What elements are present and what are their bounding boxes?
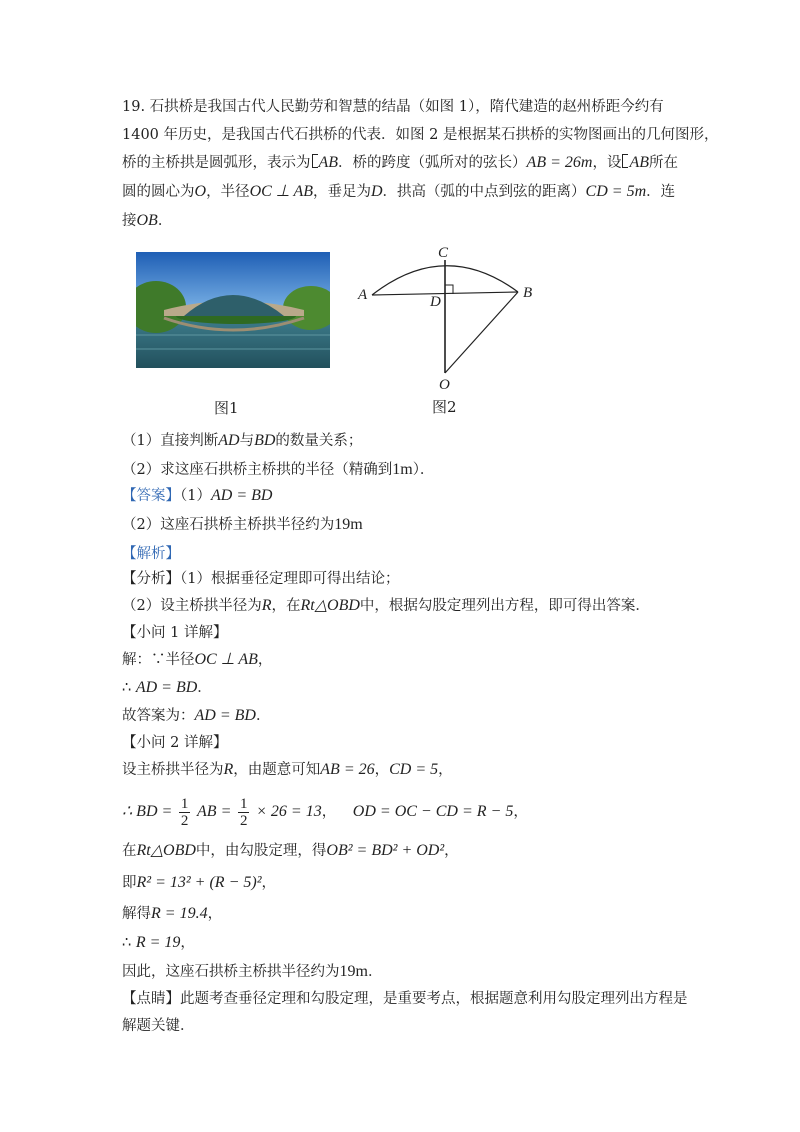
question-1: （1）直接判断AD与BD的数量关系；: [122, 432, 363, 449]
arc-symbol: [622, 154, 628, 168]
answer-line-2: （2）这座石拱桥主桥拱半径约为19m: [122, 516, 363, 533]
label-o: O: [439, 377, 450, 390]
solution-2-line-3: 在Rt△OBD中，由勾股定理，得OB² = BD² + OD²，: [122, 842, 459, 859]
fraction-half: $\frac{1}{2}$: [180, 795, 189, 829]
key-point-line-1: 【点睛】此题考查垂径定理和勾股定理，是重要考点，根据题意利用勾股定理列出方程是: [122, 991, 688, 1007]
answer-tag: 【答案】: [122, 488, 180, 504]
problem-line-1: 19. 石拱桥是我国古代人民勤劳和智慧的结晶（如图 1），隋代建造的赵州桥距今约有: [122, 99, 664, 115]
figure-2-caption: 图2: [432, 398, 457, 416]
subquestion-2-heading: 【小问 2 详解】: [122, 735, 228, 751]
analysis-line-2: （2）设主桥拱半径为R，在Rt△OBD中，根据勾股定理列出方程，即可得出答案．: [122, 597, 650, 614]
problem-line-4: 圆的圆心为O，半径OC ⊥ AB，垂足为D．拱高（弧的中点到弦的距离）CD = 5m．连: [122, 183, 676, 200]
solution-2-line-1: 设主桥拱半径为R，由题意可知AB = 26，CD = 5，: [122, 761, 453, 778]
bridge-photo: [136, 252, 330, 368]
figure-1-caption: 图1: [214, 399, 239, 417]
label-a: A: [358, 287, 368, 303]
radius-ob: [445, 292, 518, 373]
solution-1-line-2: ∴ AD = BD．: [122, 679, 212, 696]
label-d: D: [430, 294, 441, 310]
problem-line-5: 接OB．: [122, 212, 173, 229]
solution-2-line-7: 因此，这座石拱桥主桥拱半径约为19m．: [122, 963, 383, 980]
solution-2-line-6: ∴ R = 19，: [122, 934, 195, 951]
solution-2-line-5: 解得R = 19.4，: [122, 905, 223, 922]
analysis-line-1: 【分析】（1）根据垂径定理即可得出结论；: [122, 571, 400, 587]
key-point-line-2: 解题关键．: [122, 1018, 195, 1034]
right-angle-mark: [445, 285, 453, 294]
geometry-figure: [350, 240, 550, 390]
solution-1-line-1: 解：∵半径OC ⊥ AB，: [122, 651, 273, 668]
fraction-half: $\frac{1}{2}$: [239, 795, 248, 829]
arc-symbol: [312, 154, 318, 168]
label-b: B: [523, 285, 533, 301]
problem-line-2: 1400 年历史，是我国古代石拱桥的代表．如图 2 是根据某石拱桥的实物图画出的几何图形，: [122, 127, 719, 143]
solution-2-line-4: 即R² = 13² + (R − 5)²，: [122, 874, 276, 891]
question-2: （2）求这座石拱桥主桥拱的半径（精确到1m）．: [122, 461, 435, 478]
label-c: C: [438, 245, 449, 261]
solution-1-line-3: 故答案为：AD = BD．: [122, 707, 271, 724]
subquestion-1-heading: 【小问 1 详解】: [122, 625, 228, 641]
problem-line-3: 桥的主桥拱是圆弧形，表示为 AB．桥的跨度（弧所对的弦长）AB = 26m，设 AB所在: [122, 154, 678, 171]
analysis-tag: 【解析】: [122, 546, 180, 562]
solution-2-line-2: ∴ BD = $\frac{1}{2}$ AB = $\frac{1}{2}$ × 26 = 13， OD = OC − CD = R − 5，: [122, 795, 528, 829]
answer-line-1: 【答案】（1）AD = BD: [122, 487, 273, 504]
